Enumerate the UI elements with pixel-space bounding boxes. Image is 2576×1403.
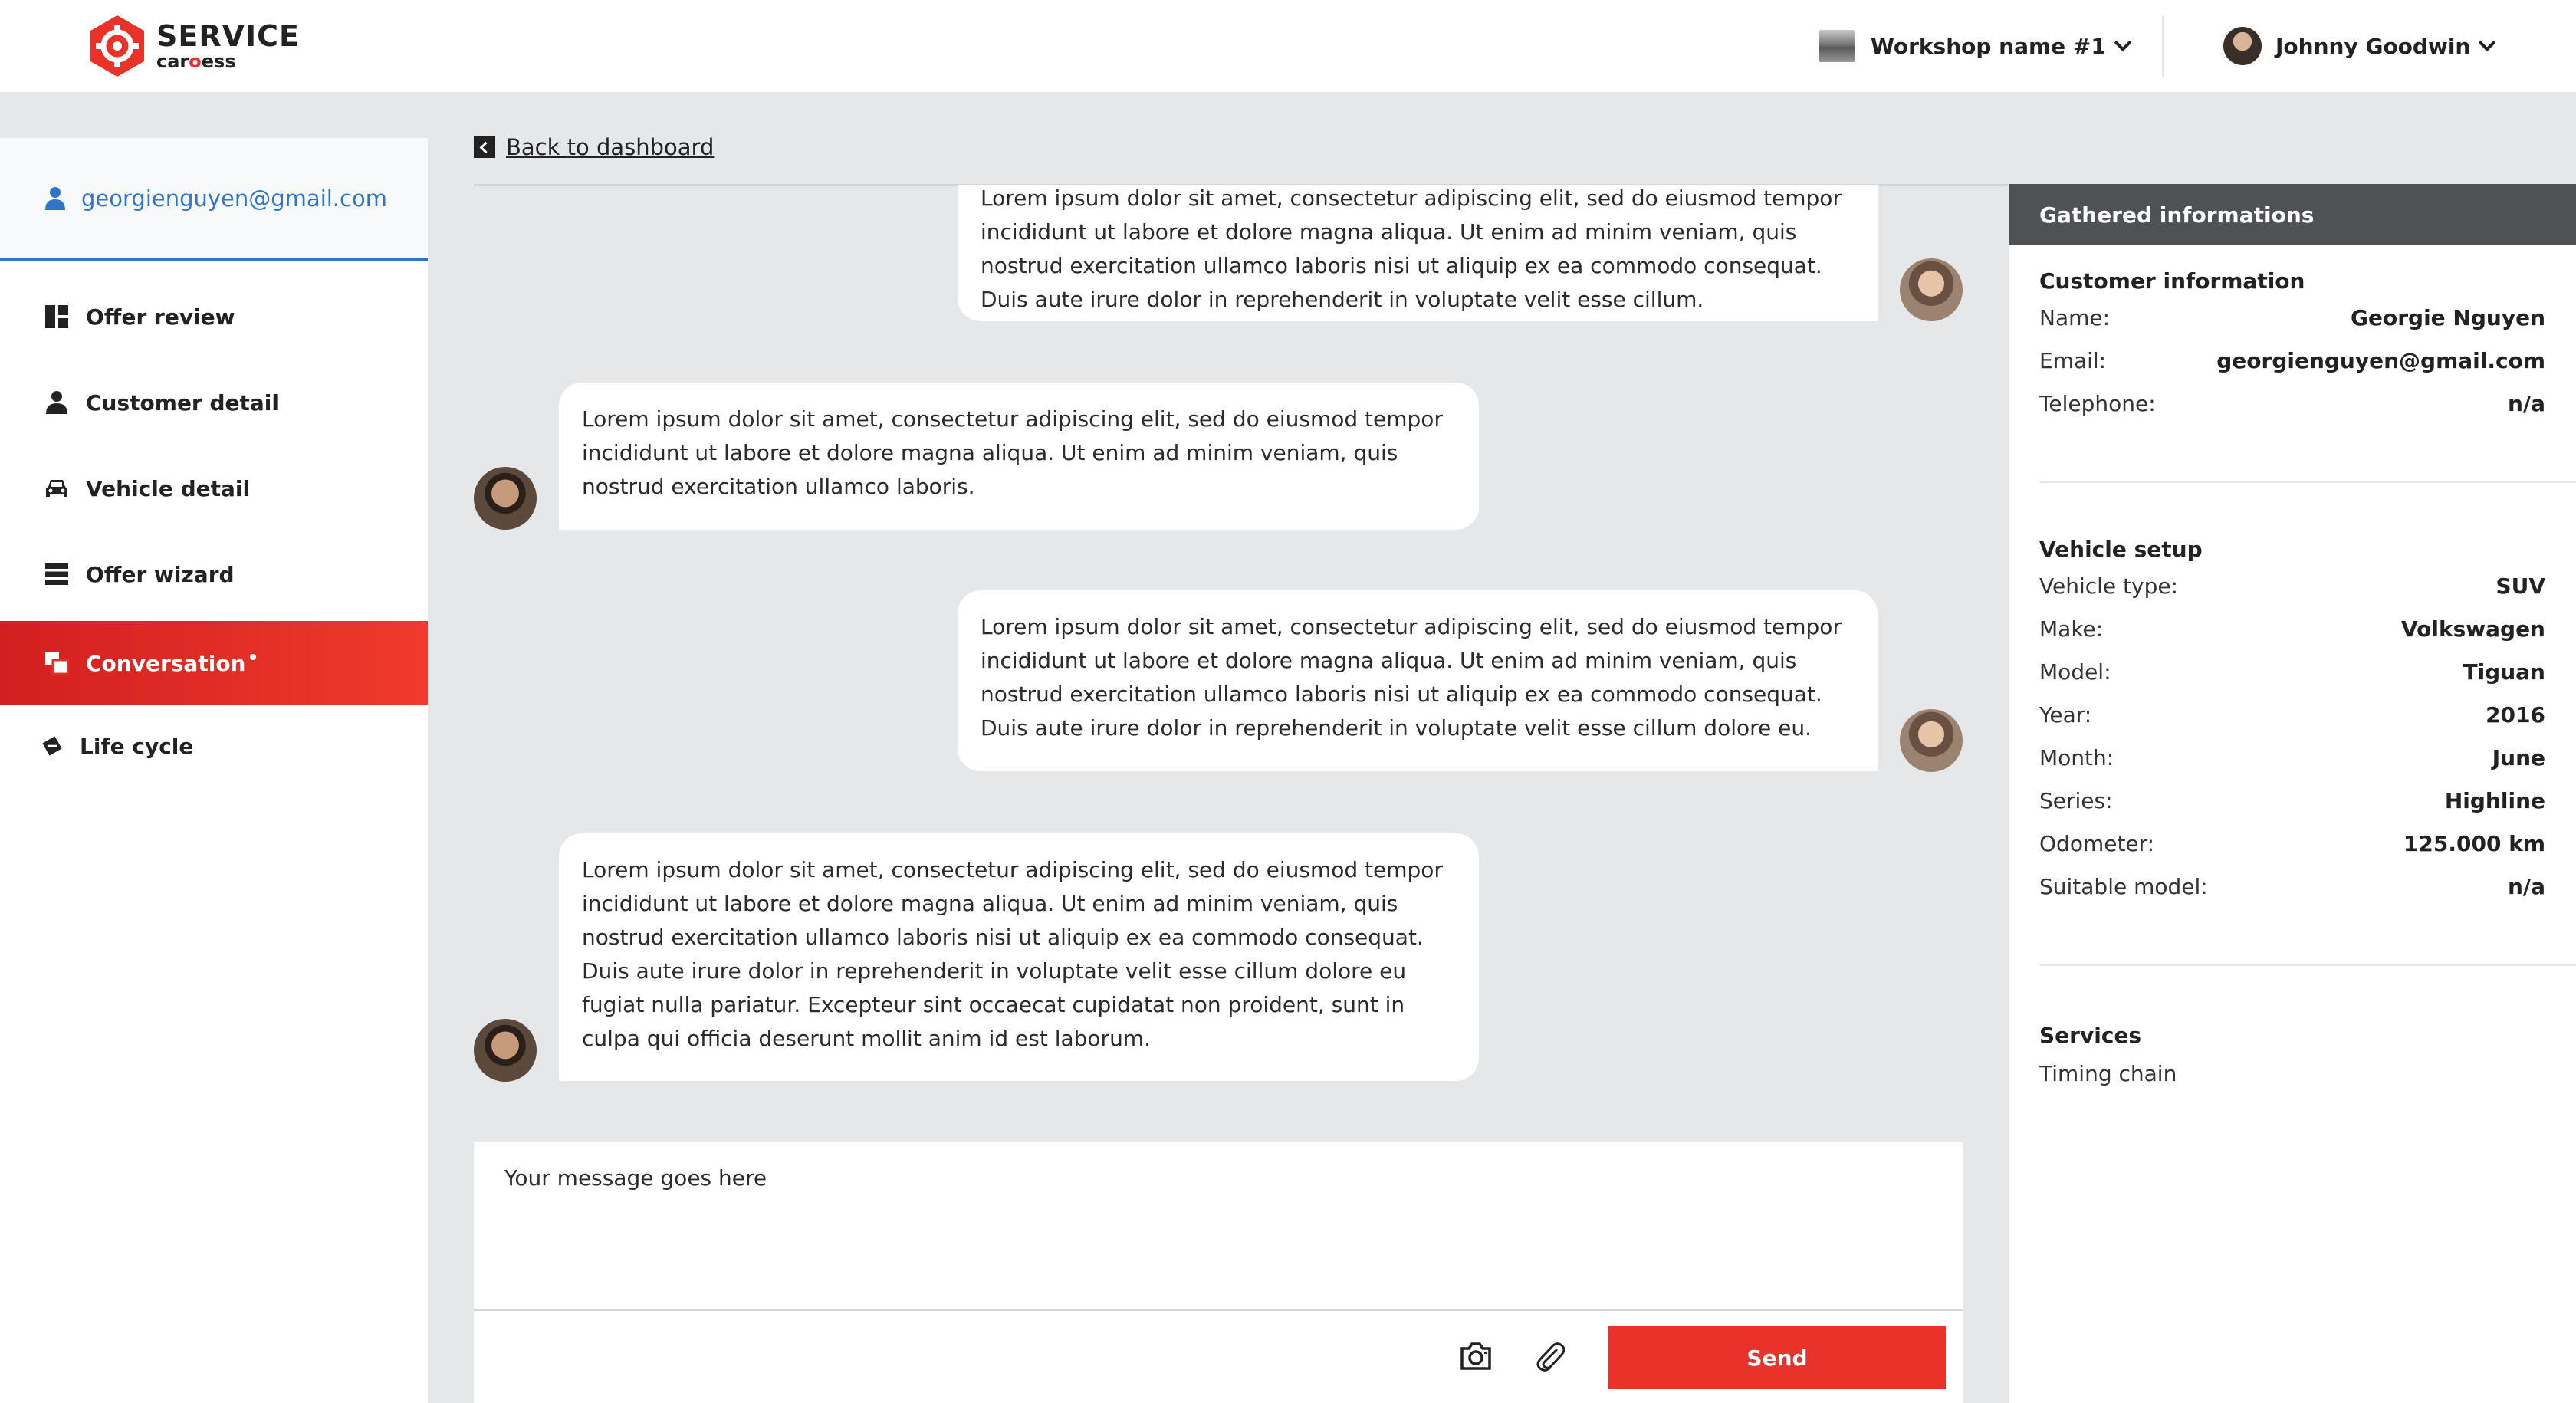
services-section: [2039, 1023, 2545, 1086]
info-row: [2039, 736, 2545, 779]
message-bubble: [559, 383, 1479, 530]
sidebar-item-label: Offer review: [86, 304, 235, 330]
send-button[interactable]: Send: [1608, 1326, 1946, 1389]
info-row: [2039, 607, 2545, 650]
vehicle-setup-section: [2039, 537, 2545, 908]
info-key: Make:: [2039, 616, 2104, 642]
info-key: Name:: [2039, 304, 2111, 330]
info-key: Vehicle type:: [2039, 573, 2179, 599]
user-name: Johnny Goodwin: [2275, 33, 2471, 59]
info-row: [2039, 650, 2545, 693]
chevron-left-icon: [474, 136, 495, 158]
info-row: [2039, 296, 2545, 339]
sidebar-item-label: Conversation: [86, 651, 256, 676]
info-key: Model:: [2039, 659, 2111, 685]
sidebar-customer-email[interactable]: [0, 138, 428, 261]
message-input[interactable]: [474, 1142, 1963, 1309]
car-icon: [44, 476, 69, 501]
info-value: georgienguyen@gmail.com: [2216, 347, 2545, 373]
message-text: Lorem ipsum dolor sit amet, consectetur adipiscing elit, sed do eiusmod tempor incididunt ut labore et dolore magna aliqua. Ut enim ad minim veniam, quis nostrud exercitation ullamco laboris nisi ut aliquip ex ea commodo consequat. Duis aute irure dolor in reprehenderit in voluptate velit esse cillum dolore eu fugiat nulla pariatur. Excepteur sint occaecat cupidatat non proident, sunt in culpa qui officia deserunt mollit anim id est laborum.: [582, 857, 1443, 1051]
logo-sub-a: car: [156, 51, 189, 72]
message-text: Lorem ipsum dolor sit amet, consectetur adipiscing elit, sed do eiusmod tempor incididunt ut labore et dolore magna aliqua. Ut enim ad minim veniam, quis nostrud exercitation ullamco laboris nisi ut aliquip ex ea commodo consequat. Duis aute irure dolor in reprehenderit in voluptate velit esse cillum dolore eu.: [981, 614, 1842, 741]
list-icon: [44, 562, 69, 586]
composer-divider: [474, 1309, 1963, 1311]
info-value: 125.000 km: [2403, 830, 2545, 856]
conversation-thread[interactable]: [474, 185, 1963, 1143]
info-row: [2039, 822, 2545, 865]
sidebar-item-customer-detail[interactable]: [0, 360, 428, 445]
sidebar: [0, 138, 428, 1403]
info-key: Year:: [2039, 702, 2092, 728]
tag-icon: [41, 735, 63, 757]
info-key: Odometer:: [2039, 830, 2155, 856]
section-title: Vehicle setup: [2039, 537, 2203, 562]
sidebar-item-conversation[interactable]: [0, 621, 428, 705]
top-bar: [0, 0, 2576, 92]
service-item: Timing chain: [2039, 1061, 2177, 1086]
avatar: [1900, 709, 1963, 772]
info-row: [2039, 564, 2545, 607]
camera-button[interactable]: [1455, 1336, 1497, 1377]
info-row: [2039, 339, 2545, 382]
workshop-label: Workshop name #1: [1871, 33, 2106, 59]
back-to-dashboard-link[interactable]: [474, 133, 714, 161]
gathered-info-panel: [2009, 184, 2576, 1403]
app-logo[interactable]: [87, 14, 300, 78]
info-value: Highline: [2444, 787, 2545, 813]
info-value: June: [2492, 744, 2545, 770]
user-icon: [44, 186, 66, 211]
section-divider: [2039, 481, 2576, 483]
message-bubble: [958, 185, 1878, 321]
camera-icon: [1459, 1341, 1493, 1372]
back-link-label: Back to dashboard: [506, 134, 715, 160]
workshop-selector[interactable]: [1819, 28, 2129, 64]
info-row: [2039, 779, 2545, 822]
sidebar-item-label: Life cycle: [80, 733, 194, 759]
panel-title: Gathered informations: [2009, 184, 2576, 245]
avatar: [474, 467, 537, 530]
logo-text: [156, 21, 300, 71]
info-value: n/a: [2507, 873, 2545, 899]
chevron-down-icon: [2479, 34, 2496, 51]
sidebar-email-text: georgienguyen@gmail.com: [81, 185, 387, 212]
info-row: [2039, 382, 2545, 425]
attach-file-button[interactable]: [1529, 1336, 1570, 1377]
message-bubble: [559, 833, 1479, 1081]
chevron-down-icon: [2114, 34, 2132, 51]
sidebar-item-vehicle-detail[interactable]: [0, 446, 428, 531]
gear-logo-icon: [87, 14, 147, 78]
info-value: 2016: [2486, 702, 2545, 728]
logo-sub-c: ess: [201, 51, 236, 72]
sidebar-item-label: Offer wizard: [86, 561, 235, 587]
customer-information-section: [2039, 268, 2545, 425]
sidebar-item-offer-wizard[interactable]: [0, 532, 428, 616]
message-text: Lorem ipsum dolor sit amet, consectetur adipiscing elit, sed do eiusmod tempor incididunt ut labore et dolore magna aliqua. Ut enim ad minim veniam, quis nostrud exercitation ullamco laboris nisi ut aliquip ex ea commodo consequat. Duis aute irure dolor in reprehenderit in voluptate velit esse cillum.: [981, 186, 1842, 312]
unread-dot: [250, 654, 256, 660]
logo-service: SERVICE: [156, 19, 300, 53]
header-divider: [2162, 15, 2164, 77]
chat-icon: [44, 651, 69, 675]
message-bubble: [958, 590, 1878, 771]
paperclip-icon: [1534, 1340, 1565, 1372]
info-row: [2039, 865, 2545, 908]
info-key: Month:: [2039, 744, 2114, 770]
workshop-thumbnail: [1819, 30, 1855, 62]
logo-sub: [156, 51, 300, 71]
message-text: Lorem ipsum dolor sit amet, consectetur adipiscing elit, sed do eiusmod tempor incididunt ut labore et dolore magna aliqua. Ut enim ad minim veniam, quis nostrud exercitation ullamco laboris.: [582, 406, 1443, 499]
info-key: Suitable model:: [2039, 873, 2208, 899]
info-key: Telephone:: [2039, 390, 2156, 416]
logo-sub-b: o: [189, 51, 202, 72]
user-menu[interactable]: [2223, 26, 2493, 66]
grid-icon: [44, 304, 69, 329]
sidebar-item-offer-review[interactable]: [0, 274, 428, 359]
person-icon: [44, 390, 69, 415]
info-value: Georgie Nguyen: [2351, 304, 2545, 330]
info-key: Series:: [2039, 787, 2113, 813]
info-value: Tiguan: [2463, 659, 2545, 685]
avatar: [474, 1019, 537, 1082]
avatar: [2223, 27, 2262, 65]
info-row: [2039, 693, 2545, 736]
sidebar-item-label: Customer detail: [86, 389, 279, 416]
sidebar-item-label: Vehicle detail: [86, 475, 251, 501]
avatar: [1900, 258, 1963, 321]
info-value: SUV: [2496, 573, 2545, 599]
info-value: Volkswagen: [2401, 616, 2545, 642]
message-composer: [474, 1142, 1963, 1403]
sidebar-item-life-cycle[interactable]: [0, 704, 428, 788]
section-divider: [2039, 964, 2576, 966]
section-title: Services: [2039, 1023, 2142, 1048]
info-key: Email:: [2039, 347, 2107, 373]
info-value: n/a: [2507, 390, 2545, 416]
section-title: Customer information: [2039, 268, 2305, 294]
